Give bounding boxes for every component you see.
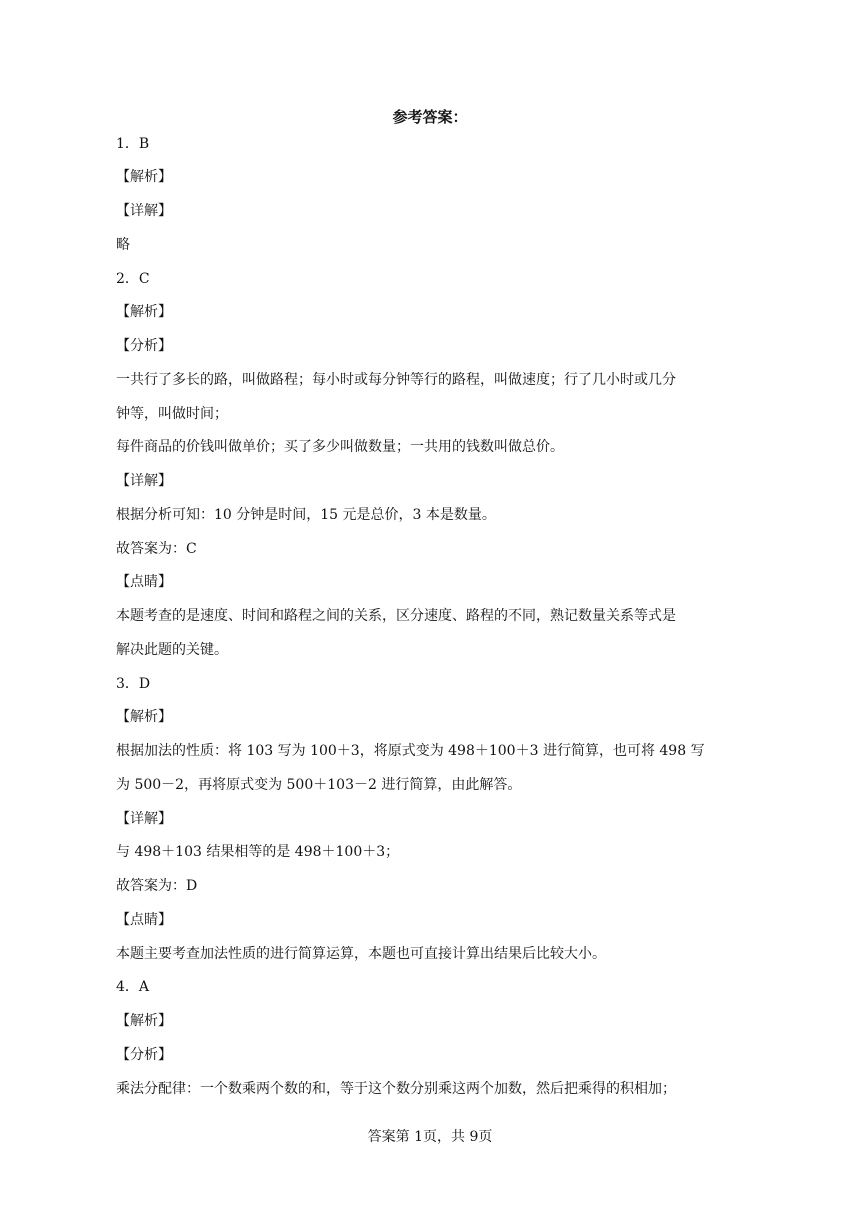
text-line: 故答案为：C <box>116 541 197 557</box>
text-line: 【分析】 <box>116 338 172 354</box>
text-line: 1．B <box>116 136 150 152</box>
text-line: 根据加法的性质：将 103 写为 100＋3，将原式变为 498＋100＋3 进行简算，也可将 498 写 <box>116 743 705 759</box>
text-line: 【解析】 <box>116 709 172 725</box>
text-line: 4．A <box>116 979 150 995</box>
text-line: 【详解】 <box>116 203 172 219</box>
text-line: 【详解】 <box>116 473 172 489</box>
text-line: 2．C <box>116 271 150 287</box>
text-line: 乘法分配律：一个数乘两个数的和，等于这个数分别乘这两个加数，然后把乘得的积相加； <box>116 1081 676 1097</box>
page-footer: 答案第 1页，共 9页 <box>367 1129 493 1145</box>
text-line: 故答案为：D <box>116 878 198 894</box>
text-line: 与 498＋103 结果相等的是 498＋100＋3； <box>116 844 400 860</box>
text-line: 根据分析可知：10 分钟是时间，15 元是总价，3 本是数量。 <box>116 507 496 523</box>
text-line: 本题主要考查加法性质的进行简算运算，本题也可直接计算出结果后比较大小。 <box>116 946 606 962</box>
text-line: 【分析】 <box>116 1047 172 1063</box>
text-line: 每件商品的价钱叫做单价；买了多少叫做数量；一共用的钱数叫做总价。 <box>116 439 564 455</box>
text-line: 本题考查的是速度、时间和路程之间的关系，区分速度、路程的不同，熟记数量关系等式是 <box>116 608 676 624</box>
text-line: 【解析】 <box>116 1013 172 1029</box>
text-line: 【解析】 <box>116 304 172 320</box>
text-line: 【解析】 <box>116 169 172 185</box>
text-line: 略 <box>116 237 130 253</box>
text-line: 一共行了多长的路，叫做路程；每小时或每分钟等行的路程，叫做速度；行了几小时或几分 <box>116 372 676 388</box>
text-line: 3．D <box>116 676 151 692</box>
text-line: 【点睛】 <box>116 574 172 590</box>
text-line: 解决此题的关键。 <box>116 642 228 658</box>
text-line: 【点睛】 <box>116 912 172 928</box>
text-line: 钟等，叫做时间； <box>116 406 228 422</box>
text-line: 为 500－2，再将原式变为 500＋103－2 进行简算，由此解答。 <box>116 777 522 793</box>
text-line: 【详解】 <box>116 811 172 827</box>
page-title: 参考答案： <box>392 108 468 126</box>
